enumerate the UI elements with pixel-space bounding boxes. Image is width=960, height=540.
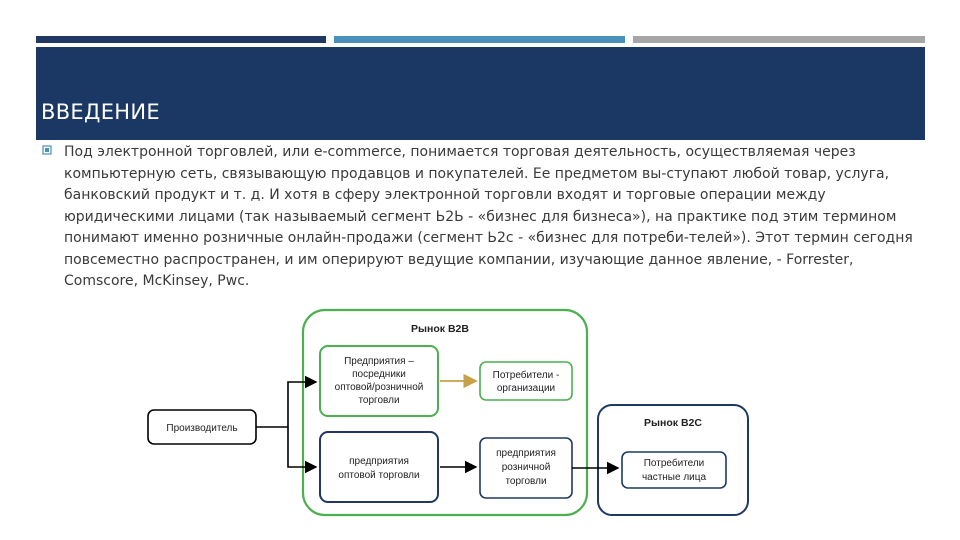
top-decorative-bars — [36, 36, 925, 43]
intro-paragraph: Под электронной торговлей, или e-commerce, понимается торговая деятельность, осуществляемая через компьютерную сеть, связывающую продавцов и покупателей. Ее предметом вы-ступают любой товар, услуга, банковский продукт и т. д. И хотя в сферу электронной торговли входят и торговые операции между юридическими лицами (так называемый сегмент Ь2Ь - «бизнес для бизнеса»), на практике под этим термином понимают именно розничные онлайн-продажи (сегмент Ь2с - «бизнес для потреби-телей»). Этот термин сегодня повсеместно распространен, и им оперируют ведущие компании, изучающие данное явление, - Forrester, Comscore, McKinsey, Pwc. — [64, 144, 913, 289]
top-bar-gray — [633, 36, 925, 43]
consumers-org-line-2: организации — [496, 383, 556, 394]
square-bullet-icon — [42, 145, 52, 155]
retail-line-2: розничной — [501, 462, 551, 473]
wholesale-line-1: предприятия — [349, 456, 409, 467]
intermediaries-line-2: посредники — [352, 369, 406, 380]
producer-label: Производитель — [166, 423, 238, 434]
intermediaries-line-1: Предприятия – — [344, 356, 414, 367]
retail-line-1: предприятия — [496, 448, 556, 459]
slide-header — [36, 47, 925, 140]
intermediaries-line-4: торговли — [358, 395, 400, 406]
consumers-org-box — [480, 362, 572, 400]
top-bar-navy — [36, 36, 326, 43]
intermediaries-line-3: оптовой/розничной — [334, 382, 424, 393]
consumers-private-line-1: Потребители — [643, 458, 705, 469]
b2c-market-label: Рынок B2C — [644, 417, 702, 429]
wholesale-line-2: оптовой торговли — [338, 470, 420, 481]
wholesale-box — [320, 432, 438, 502]
b2b-market-label: Рынок B2B — [411, 323, 469, 335]
top-bar-blue — [334, 36, 625, 43]
market-diagram — [140, 300, 760, 525]
retail-line-3: торговли — [505, 476, 547, 487]
consumers-org-line-1: Потребители - — [492, 370, 560, 381]
consumers-private-line-2: частные лица — [641, 472, 707, 483]
slide-title: ВВЕДЕНИЕ — [41, 100, 160, 124]
